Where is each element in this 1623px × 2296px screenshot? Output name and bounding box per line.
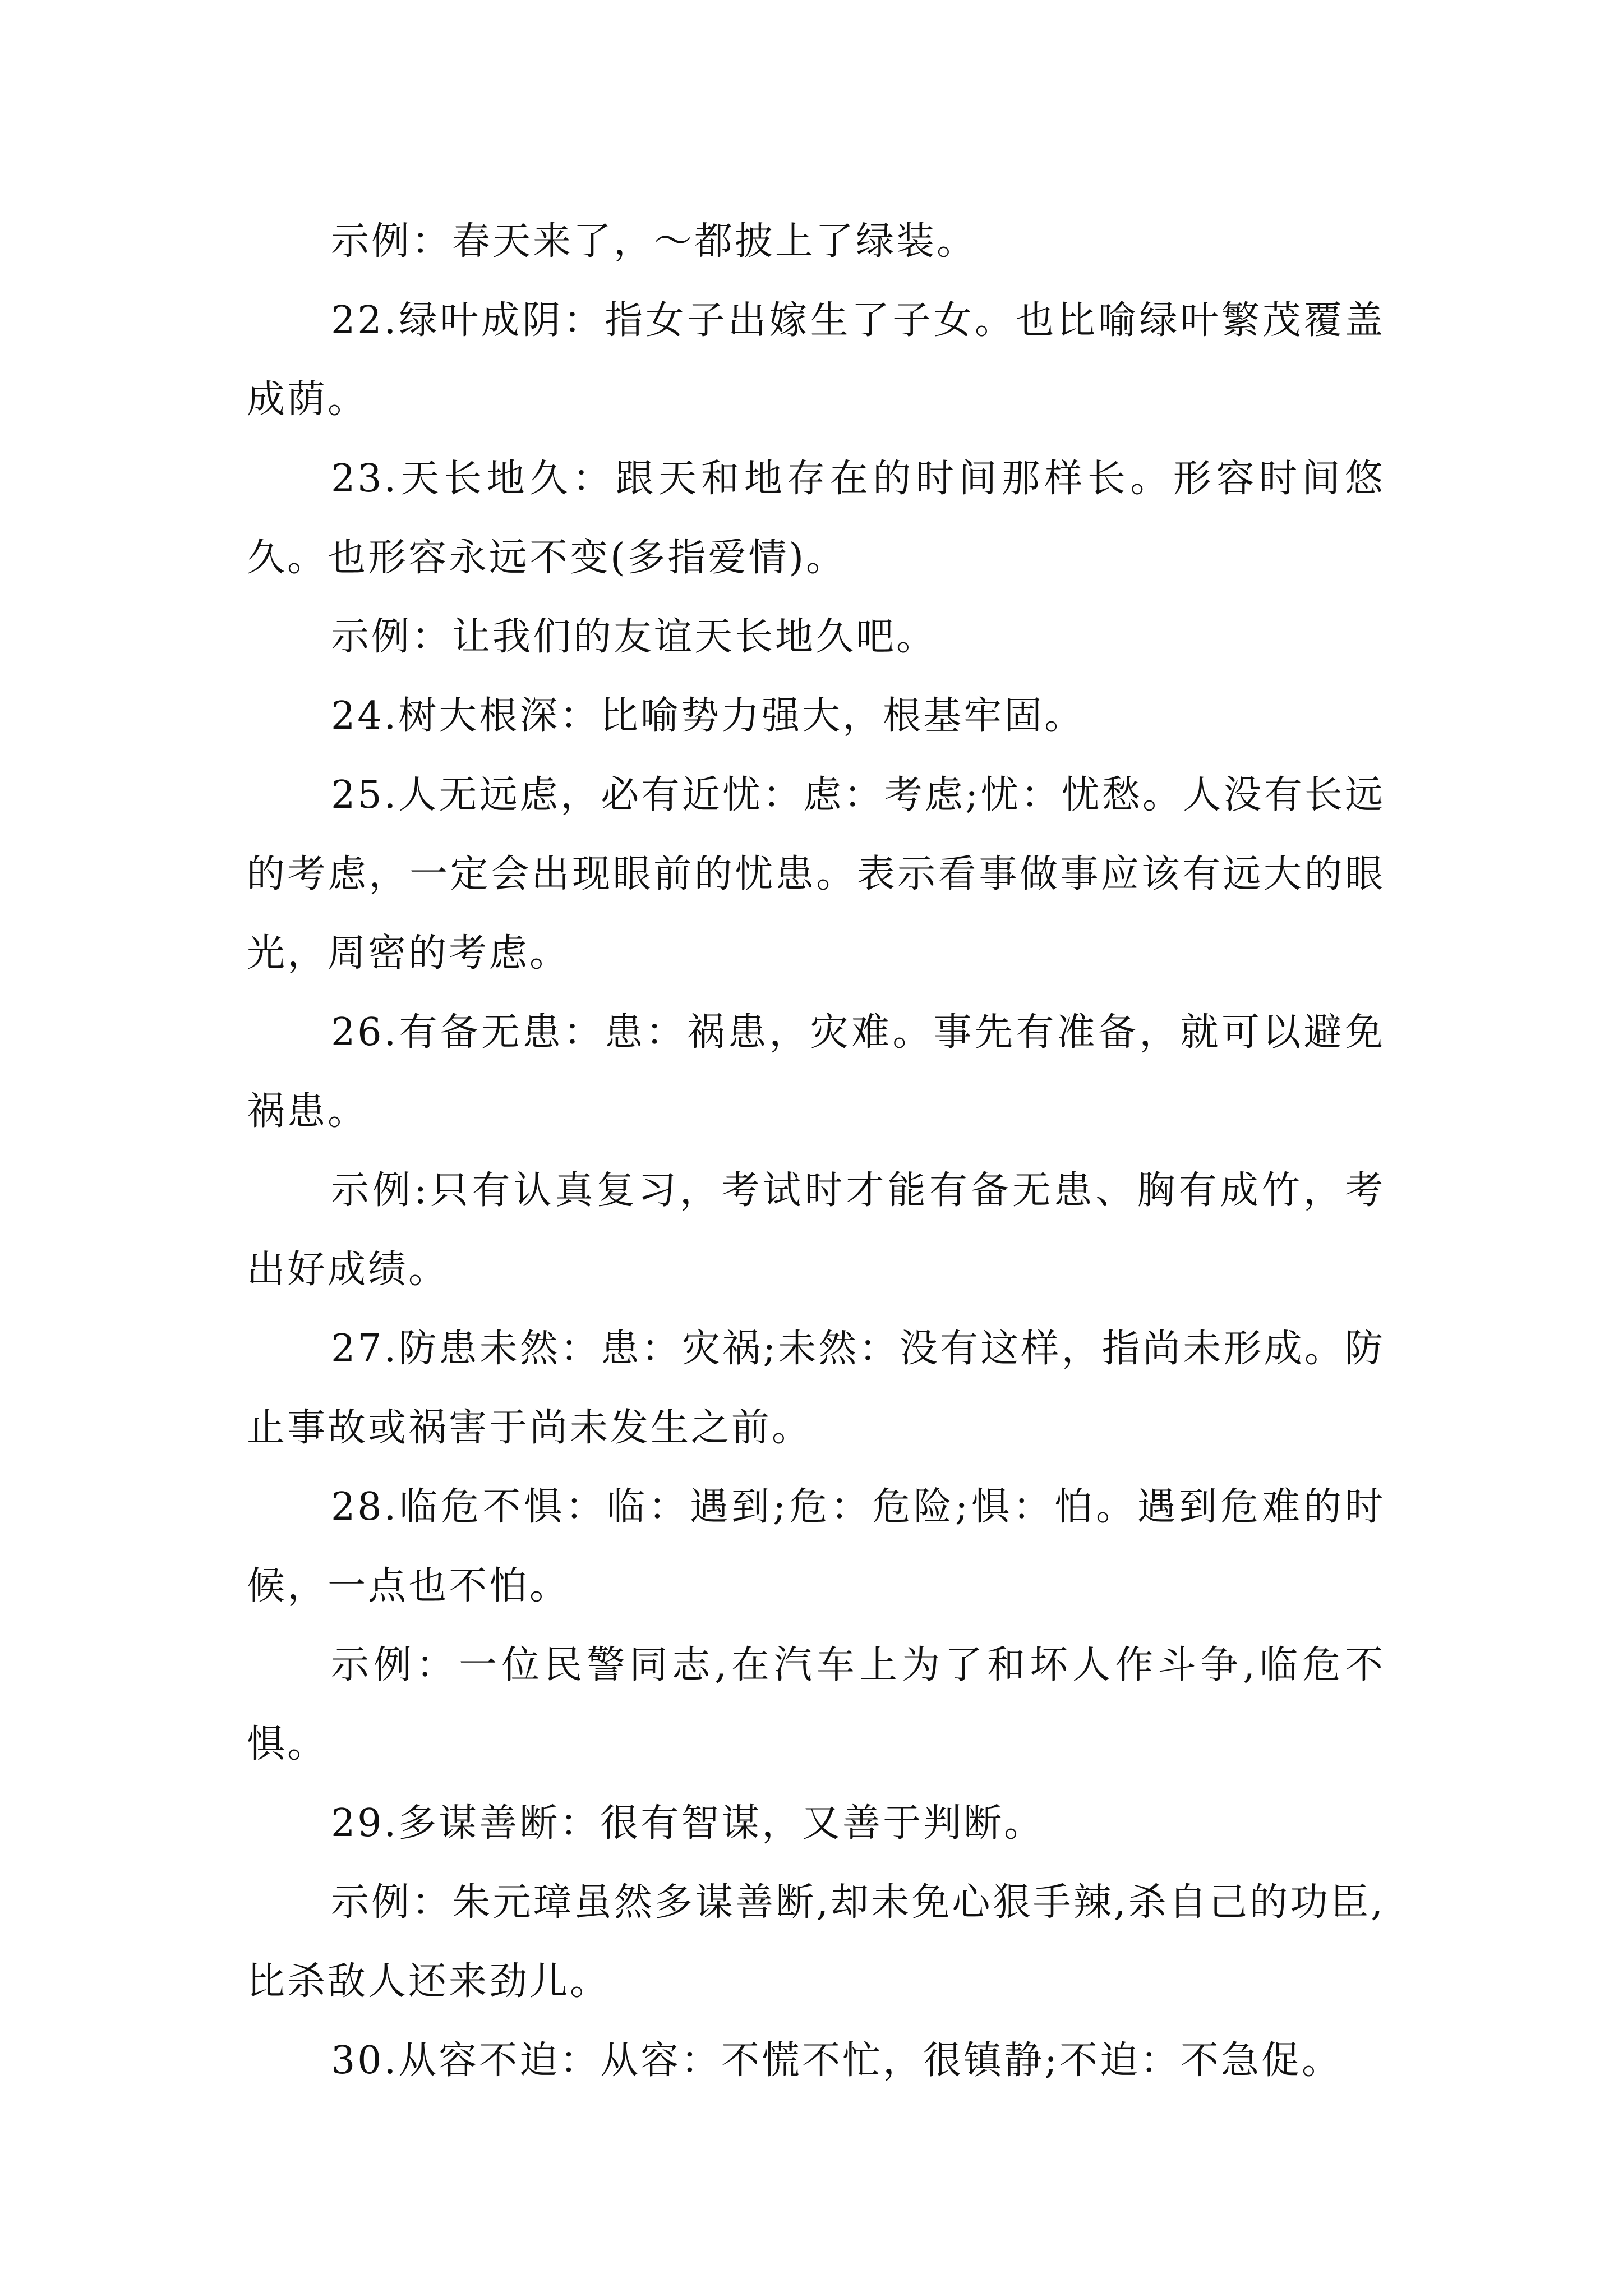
- paragraph-example-zhu-yuanzhang: 示例：朱元璋虽然多谋善断,却未免心狠手辣,杀自己的功臣,比杀敌人还来劲儿。: [247, 1880, 1385, 2004]
- paragraph-idiom-22: 22.绿叶成阴：指女子出嫁生了子女。也比喻绿叶繁茂覆盖成荫。: [247, 298, 1385, 422]
- document-body: [247, 202, 1385, 2100]
- paragraph-idiom-29: 29.多谋善断：很有智谋，又善于判断。: [331, 1801, 1045, 1846]
- paragraph-idiom-27: 27.防患未然：患：灾祸;未然：没有这样，指尚未形成。防止事故或祸害于尚未发生之前。: [247, 1327, 1385, 1450]
- paragraph-idiom-23: 23.天长地久：跟天和地存在的时间那样长。形容时间悠久。也形容永远不变(多指爱情)。: [247, 457, 1385, 580]
- paragraph-example-police: 示例：一位民警同志,在汽车上为了和坏人作斗争,临危不惧。: [247, 1643, 1385, 1766]
- paragraph-idiom-26: 26.有备无患：患：祸患，灾难。事先有准备，就可以避免祸患。: [247, 1010, 1385, 1134]
- paragraph-example-spring: 示例：春天来了，～都披上了绿装。: [331, 219, 978, 264]
- paragraph-idiom-24: 24.树大根深：比喻势力强大，根基牢固。: [331, 694, 1085, 738]
- paragraph-idiom-30: 30.从容不迫：从容：不慌不忙，很镇静;不迫：不急促。: [331, 2039, 1343, 2083]
- paragraph-idiom-28: 28.临危不惧：临：遇到;危：危险;惧：怕。遇到危难的时候，一点也不怕。: [247, 1485, 1385, 1608]
- paragraph-idiom-25: 25.人无远虑，必有近忧：虑：考虑;忧：忧愁。人没有长远的考虑，一定会出现眼前的忧患。表示看事做事应该有远大的眼光，周密的考虑。: [247, 773, 1385, 976]
- paragraph-example-friendship: 示例：让我们的友谊天长地久吧。: [331, 615, 937, 659]
- paragraph-example-exam: 示例:只有认真复习，考试时才能有备无患、胸有成竹，考出好成绩。: [247, 1168, 1385, 1292]
